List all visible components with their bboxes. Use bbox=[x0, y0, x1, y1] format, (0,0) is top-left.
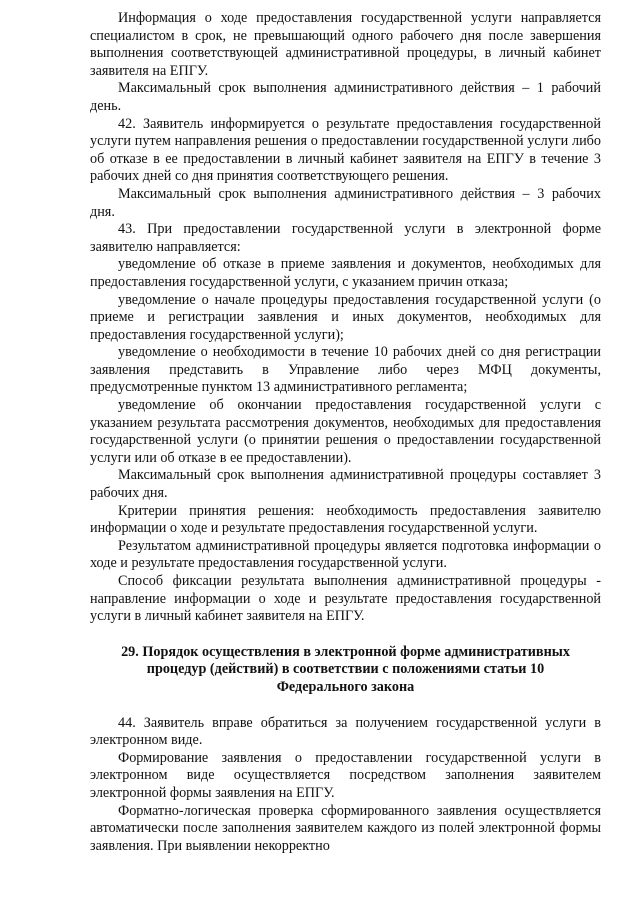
paragraph-max-time-1-day: Максимальный срок выполнения административного действия – 1 рабочий день. bbox=[90, 80, 601, 114]
paragraph-form-filling: Формирование заявления о предоставлении государственной услуги в электронном виде осуществляется посредством заполнения заявителем электронной формы заявления на ЕПГУ. bbox=[90, 749, 601, 801]
heading-spacer bbox=[90, 697, 601, 715]
paragraph-decision-criteria: Критерии принятия решения: необходимость предоставления заявителю информации о ходе и результате предоставления государственной услуги. bbox=[90, 502, 601, 537]
paragraph-item-44: 44. Заявитель вправе обратиться за получением государственной услуги в электронном виде. bbox=[90, 714, 601, 749]
section-heading: 29. Порядок осуществления в электронной форме административных процедур (действий) в соответствии с положениями статьи 10 Федерального закона bbox=[121, 643, 570, 695]
paragraph-notice-start: уведомление о начале процедуры предоставления государственной услуги (о приеме и регистрации заявления и иных документов, необходимых для предоставления государственной услуги); bbox=[90, 291, 601, 343]
document-page bbox=[90, 10, 601, 855]
paragraph-notice-completion: уведомление об окончании предоставления государственной услуги с указанием результата рассмотрения документов, необходимых для предоставления государственной услуги (о принятии решения о предоставлении государственной услуги или об отказе в ее предоставлении). bbox=[90, 397, 601, 466]
paragraph-format-check: Форматно-логическая проверка сформированного заявления осуществляется автоматически после заполнения заявителем каждого из полей электронной формы заявления. При выявлении некорректно bbox=[90, 802, 601, 854]
paragraph-notice-refusal: уведомление об отказе в приеме заявления и документов, необходимых для предоставления государственной услуги, с указанием причин отказа; bbox=[90, 256, 601, 290]
paragraph-info-delivery: Информация о ходе предоставления государственной услуги направляется специалистом в срок, не превышающий одного рабочего дня после завершения выполнения соответствующей административной процедуры, в личный кабинет заявителя на ЕПГУ. bbox=[90, 10, 601, 79]
paragraph-notice-documents: уведомление о необходимости в течение 10 рабочих дней со дня регистрации заявления представить в Управление либо через МФЦ документы, предусмотренные пунктом 13 административного регламента; bbox=[90, 344, 601, 396]
paragraph-item-43: 43. При предоставлении государственной услуги в электронной форме заявителю направляется: bbox=[90, 221, 601, 255]
paragraph-max-time-3-days: Максимальный срок выполнения административного действия – 3 рабочих дня. bbox=[90, 185, 601, 220]
paragraph-max-time-procedure: Максимальный срок выполнения административной процедуры составляет 3 рабочих дня. bbox=[90, 467, 601, 502]
paragraph-item-42: 42. Заявитель информируется о результате предоставления государственной услуги путем направления решения о предоставлении государственной услуги либо об отказе в ее предоставлении в личный кабинет заявителя на ЕПГУ в течение 3 рабочих дней со дня принятия соответствующего решения. bbox=[90, 115, 601, 185]
paragraph-result-fixation: Способ фиксации результата выполнения административной процедуры - направление информации о ходе и результате предоставления государственной услуги в личный кабинет заявителя на ЕПГУ. bbox=[90, 573, 601, 625]
paragraph-procedure-result: Результатом административной процедуры является подготовка информации о ходе и результате предоставления государственной услуги. bbox=[90, 537, 601, 572]
